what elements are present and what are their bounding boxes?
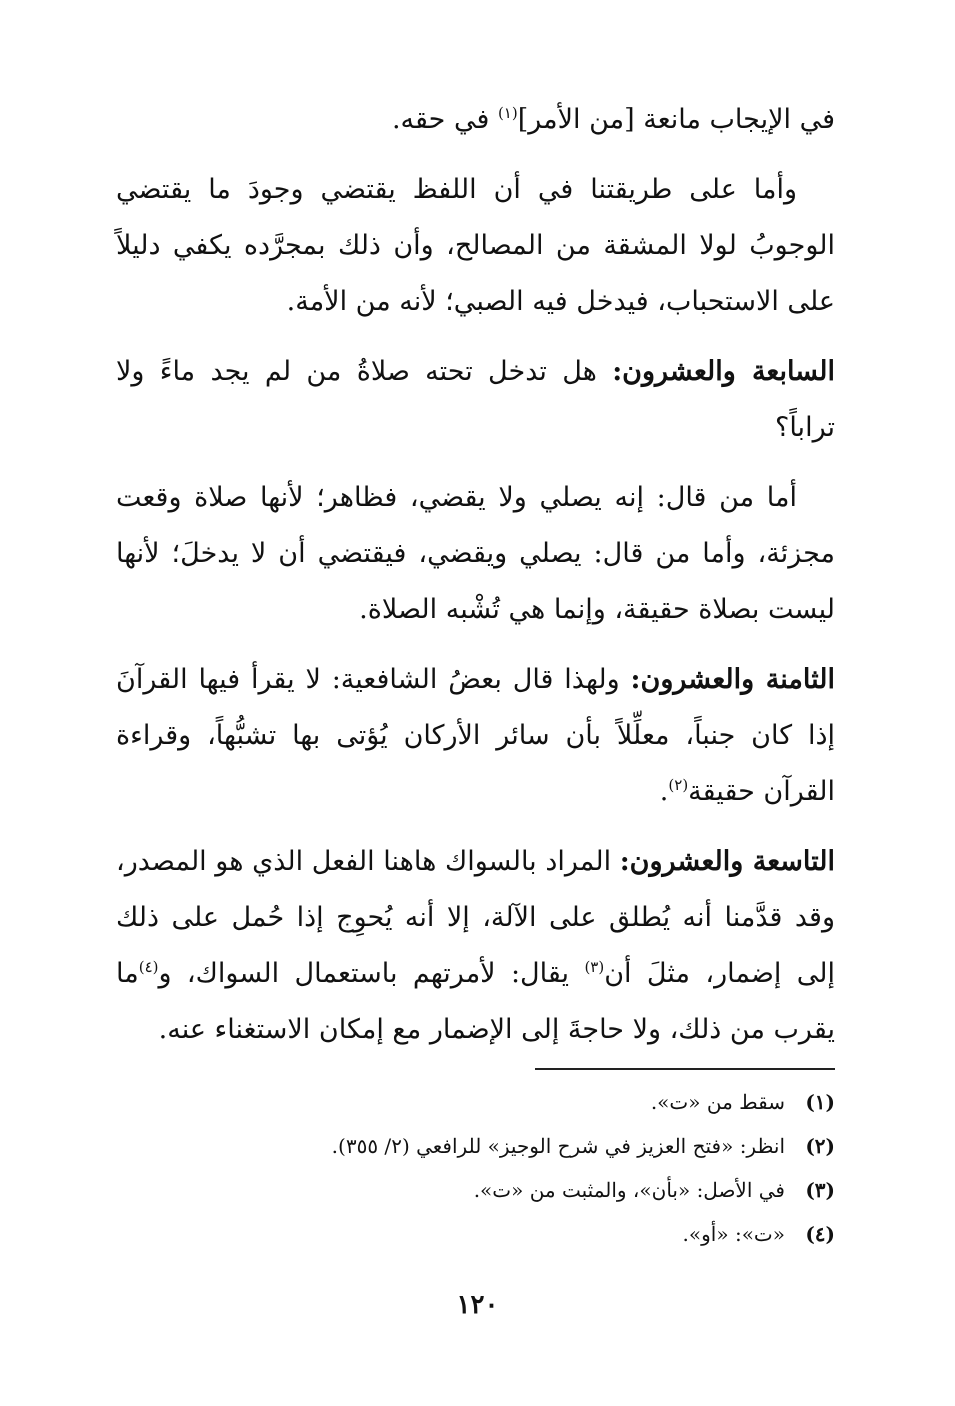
footnote-separator: [535, 1068, 835, 1070]
page-number: ١٢٠: [456, 1290, 499, 1320]
footnote-ref-1[interactable]: (١): [497, 104, 518, 122]
footnote-text: انظر: «فتح العزيز في شرح الوجيز» للرافعي (٢/ ٣٥٥).: [331, 1134, 785, 1158]
paragraph-28: [116, 652, 835, 820]
footnote-1: [116, 1080, 835, 1124]
footnote-4: [116, 1212, 835, 1256]
section-heading-27: السابعة والعشرون:: [612, 356, 835, 387]
footnote-number: (١): [805, 1090, 835, 1114]
text-run: في الإيجاب مانعة [من الأمر]: [517, 104, 835, 135]
footnote-3: [116, 1168, 835, 1212]
paragraph-27-discussion: أما من قال: إنه يصلي ولا يقضي، فظاهر؛ لأنها صلاة وقعت مجزئة، وأما من قال: يصلي ويقضي، فيقتضي أن لا يدخلَ؛ لأنها ليست بصلاة حقيقة، وإنما هي تُشْبه الصلاة.: [116, 482, 836, 625]
footnotes: [116, 1080, 835, 1256]
text-run: ولهذا قال بعضُ الشافعية: لا يقرأ فيها القرآنَ إذا كان جنباً، معلِّلاً بأن سائر الأركان يُؤتى بها تشبُّهاً، وقراءة القرآن حقيقة: [116, 664, 835, 807]
paragraph-continuation: [116, 92, 835, 148]
text-run: .: [659, 776, 669, 807]
footnote-ref-4[interactable]: (٤): [138, 958, 159, 976]
footnote-ref-2[interactable]: (٢): [668, 776, 689, 794]
section-heading-28: الثامنة والعشرون:: [630, 664, 835, 695]
paragraph-29: [116, 834, 835, 1058]
footnote-text: «ت»: «أو».: [682, 1222, 785, 1246]
section-heading-29: التاسعة والعشرون:: [619, 846, 835, 877]
footnote-number: (٣): [805, 1178, 835, 1202]
footnote-number: (٢): [805, 1134, 835, 1158]
paragraph-27: [116, 344, 835, 456]
footnote-text: سقط من «ت».: [650, 1090, 785, 1114]
text-run: هل تدخل تحته صلاةُ من لم يجد ماءً ولا تراباً؟: [116, 356, 835, 443]
text-run: المراد بالسواك هاهنا الفعل الذي هو المصدر، وقد قدَّمنا أنه يُطلق على الآلة، إلا أنه يُحوِج إذا حُمل على ذلك إلى إضمار، مثلَ أن: [116, 846, 835, 989]
text-run: ما يقرب من ذلك، ولا حاجةَ إلى الإضمار مع إمكان الاستغناء عنه.: [116, 958, 835, 1045]
text-run: يقال: لأمرتهم باستعمال السواك، و: [158, 958, 585, 989]
text-run: في حقه.: [391, 104, 498, 135]
footnote-2: [116, 1124, 835, 1168]
footnote-text: في الأصل: «بأن»، والمثبت من «ت».: [473, 1178, 785, 1202]
footnote-number: (٤): [805, 1222, 835, 1246]
footnote-ref-3[interactable]: (٣): [584, 958, 605, 976]
paragraph-approach: وأما على طريقتنا في أن اللفظ يقتضي وجودَ ما يقتضي الوجوبُ لولا المشقة من المصالح، وأن ذلك بمجرَّده يكفي دليلاً على الاستحباب، فيدخل فيه الصبي؛ لأنه من الأمة.: [116, 174, 835, 317]
